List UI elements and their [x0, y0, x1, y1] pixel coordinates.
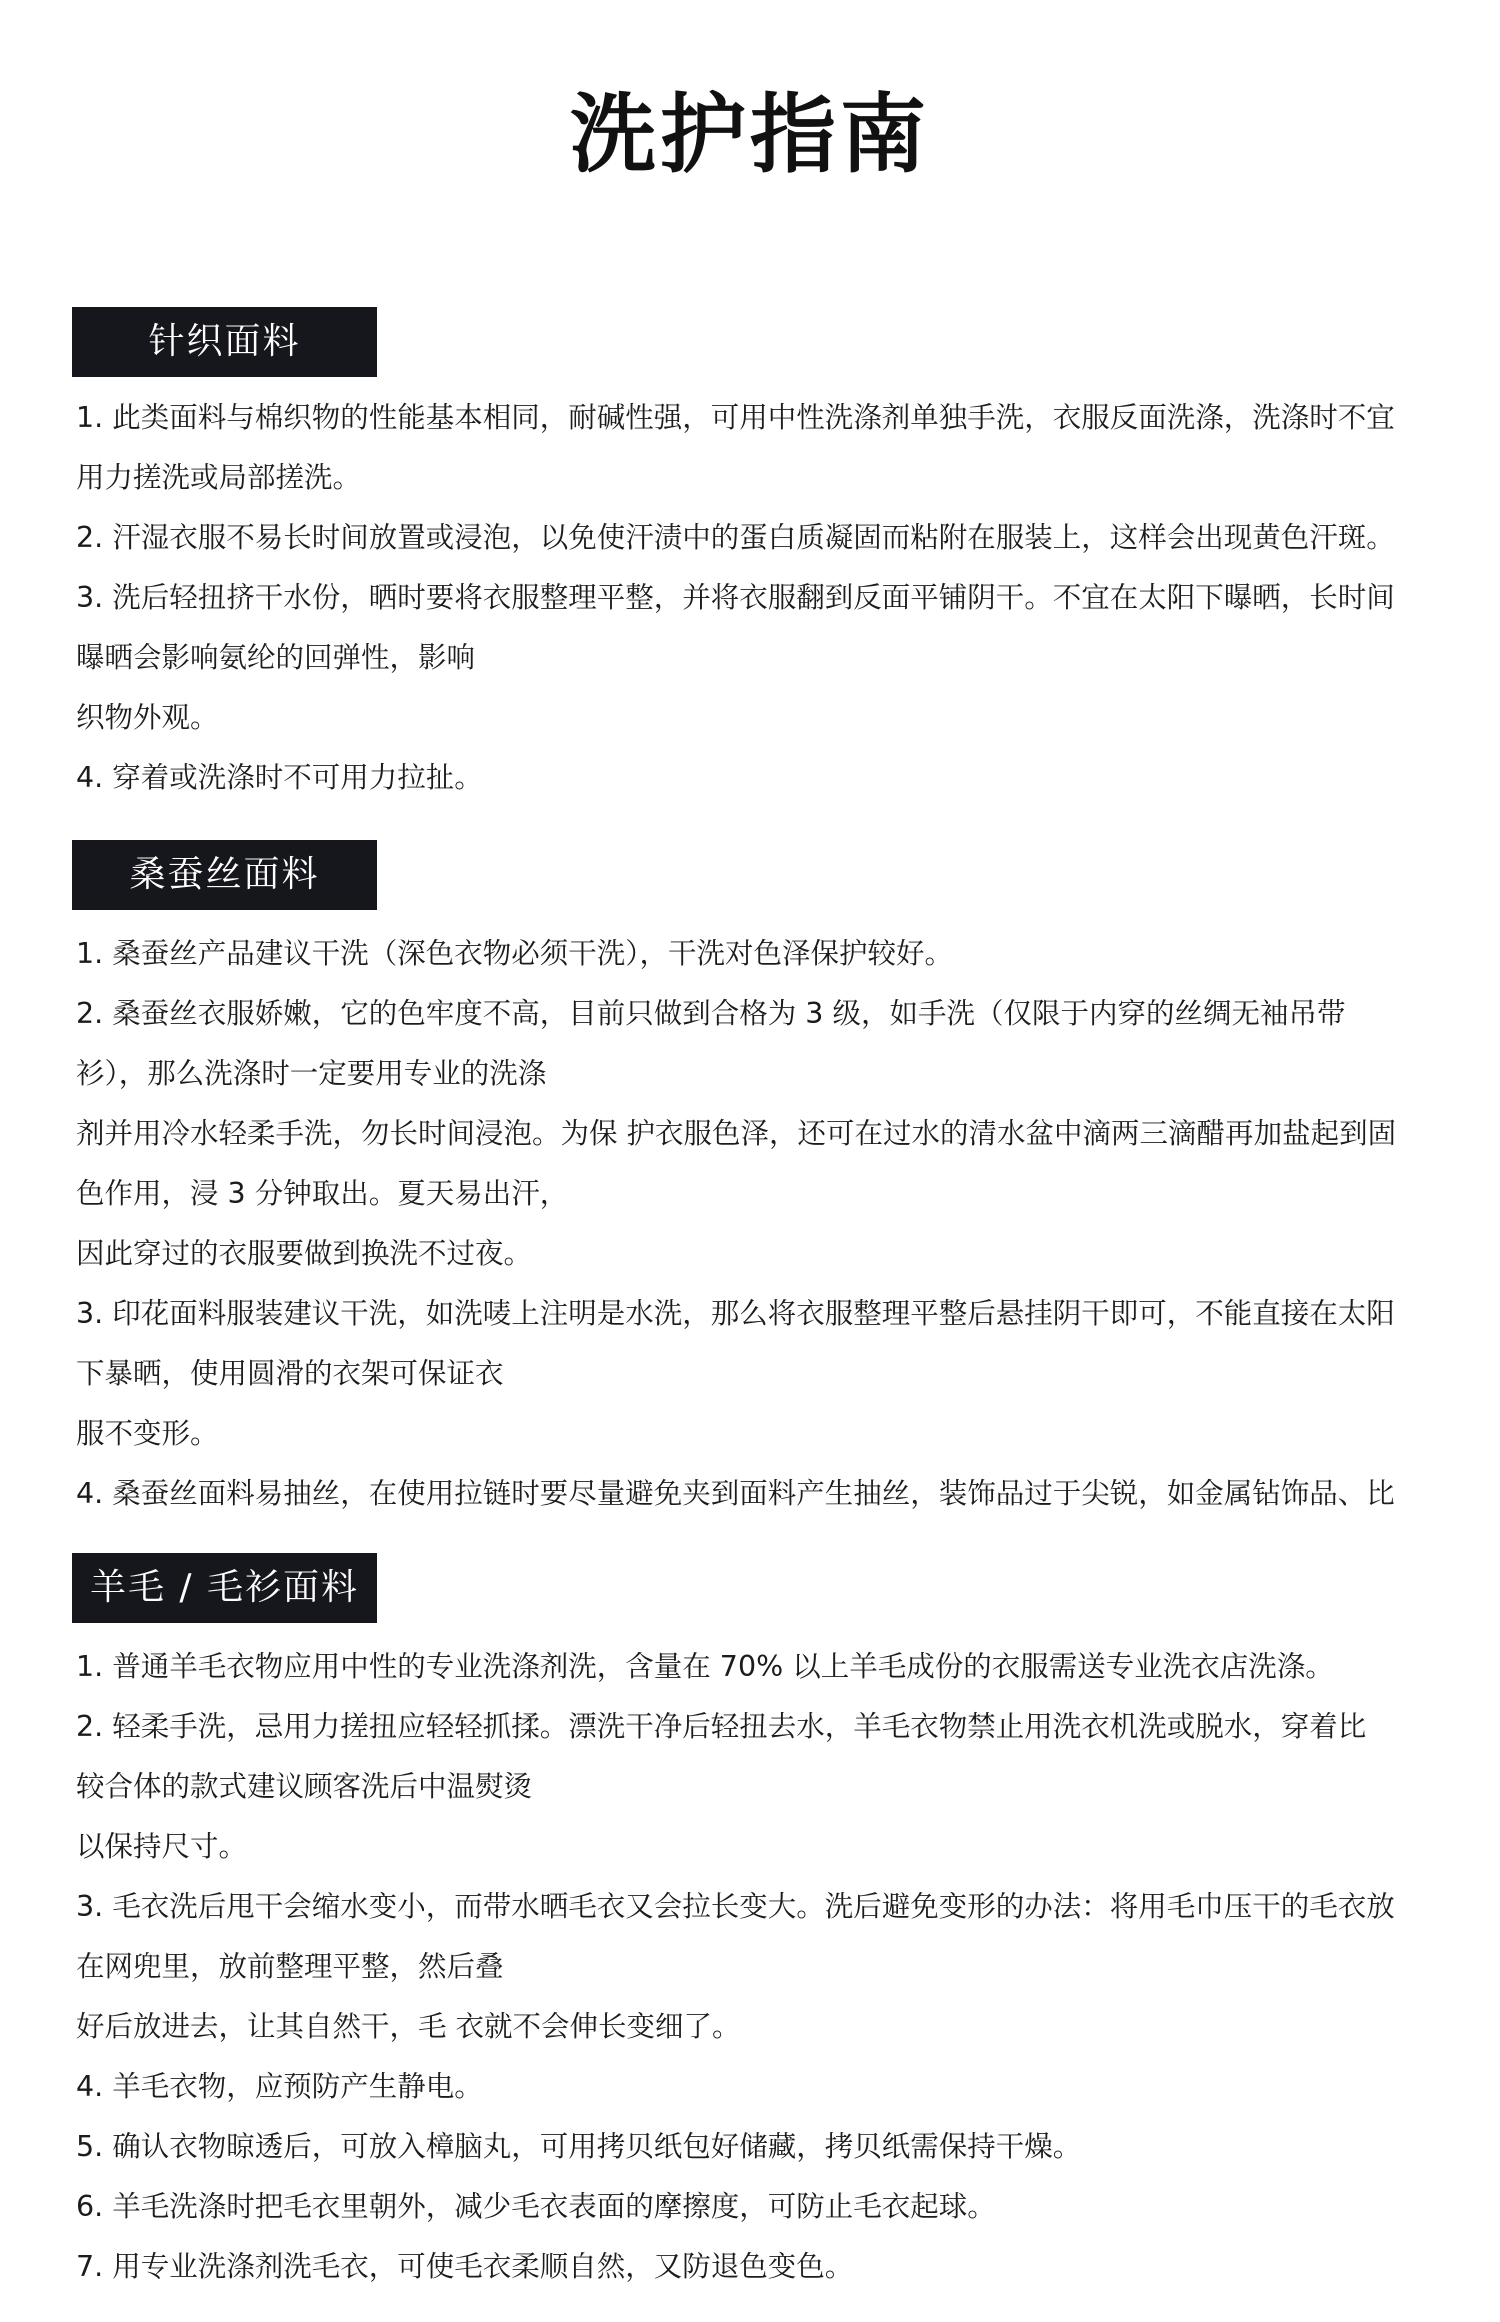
text-line: 2. 汗湿衣服不易长时间放置或浸泡，以免使汗渍中的蛋白质凝固而粘附在服装上，这样会出现黄色汗斑。 [76, 521, 1395, 554]
text-line: 曝晒会影响氨纶的回弹性，影响 [76, 641, 476, 674]
text-line: 衫），那么洗涤时一定要用专业的洗涤 [76, 1057, 547, 1090]
text-line: 以保持尺寸。 [76, 1830, 248, 1863]
text-line: 4. 穿着或洗涤时不可用力拉扯。 [76, 761, 483, 794]
text-line: 3. 印花面料服装建议干洗，如洗唛上注明是水洗，那么将衣服整理平整后悬挂阴干即可，不能直接在太阳 [76, 1297, 1395, 1330]
text-line: 1. 此类面料与棉织物的性能基本相同，耐碱性强，可用中性洗涤剂单独手洗，衣服反面洗涤，洗涤时不宜 [76, 401, 1395, 434]
text-line: 4. 羊毛衣物，应预防产生静电。 [76, 2070, 483, 2103]
text-line: 剂并用冷水轻柔手洗，勿长时间浸泡。为保 护衣服色泽，还可在过水的清水盆中滴两三滴醋再加盐起到固 [76, 1117, 1397, 1150]
text-line: 5. 确认衣物晾透后，可放入樟脑丸，可用拷贝纸包好储藏，拷贝纸需保持干燥。 [76, 2130, 1082, 2163]
section-heading-wool: 羊毛 / 毛衫面料 [72, 1553, 377, 1623]
text-line: 较合体的款式建议顾客洗后中温熨烫 [76, 1770, 533, 1803]
text-line: 3. 洗后轻扭挤干水份，晒时要将衣服整理平整，并将衣服翻到反面平铺阴干。不宜在太阳下曝晒，长时间 [76, 581, 1395, 614]
text-line: 织物外观。 [76, 701, 219, 734]
section-body-knit [76, 388, 1446, 808]
text-line: 因此穿过的衣服要做到换洗不过夜。 [76, 1237, 533, 1270]
section-body-wool [76, 1637, 1446, 2297]
section-body-silk [76, 924, 1446, 1524]
section-heading-knit: 针织面料 [72, 307, 377, 377]
section-heading-silk: 桑蚕丝面料 [72, 840, 377, 910]
text-line: 3. 毛衣洗后甩干会缩水变小，而带水晒毛衣又会拉长变大。洗后避免变形的办法：将用毛巾压干的毛衣放 [76, 1890, 1395, 1923]
text-line: 4. 桑蚕丝面料易抽丝，在使用拉链时要尽量避免夹到面料产生抽丝，装饰品过于尖锐，如金属钻饰品、比 [76, 1477, 1395, 1510]
text-line: 2. 桑蚕丝衣服娇嫩，它的色牢度不高，目前只做到合格为 3 级，如手洗（仅限于内穿的丝绸无袖吊带 [76, 997, 1346, 1030]
text-line: 色作用，浸 3 分钟取出。夏天易出汗， [76, 1177, 569, 1210]
text-line: 服不变形。 [76, 1417, 219, 1450]
text-line: 1. 普通羊毛衣物应用中性的专业洗涤剂洗，含量在 70% 以上羊毛成份的衣服需送专业洗衣店洗涤。 [76, 1650, 1334, 1683]
text-line: 1. 桑蚕丝产品建议干洗（深色衣物必须干洗），干洗对色泽保护较好。 [76, 937, 954, 970]
text-line: 在网兜里，放前整理平整，然后叠 [76, 1950, 504, 1983]
text-line: 用力搓洗或局部搓洗。 [76, 461, 362, 494]
text-line: 好后放进去，让其自然干，毛 衣就不会伸长变细了。 [76, 2010, 741, 2043]
text-line: 下暴晒，使用圆滑的衣架可保证衣 [76, 1357, 504, 1390]
page-title: 洗护指南 [570, 84, 930, 185]
text-line: 2. 轻柔手洗，忌用力搓扭应轻轻抓揉。漂洗干净后轻扭去水，羊毛衣物禁止用洗衣机洗或脱水，穿着比 [76, 1710, 1367, 1743]
text-line: 7. 用专业洗涤剂洗毛衣，可使毛衣柔顺自然，又防退色变色。 [76, 2250, 854, 2283]
text-line: 6. 羊毛洗涤时把毛衣里朝外，减少毛衣表面的摩擦度，可防止毛衣起球。 [76, 2190, 996, 2223]
